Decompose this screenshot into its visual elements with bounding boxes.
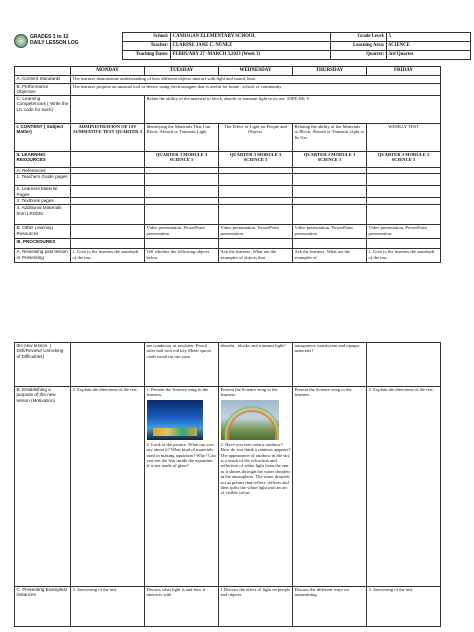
row-label: A. Reviewing past lesson or Presenting [15,249,71,263]
performance-text: The learners propose an unusual tool or device using electromagnet that is useful for home , school or community [71,84,441,96]
presenting-wed: 1.Discuss the effect of light on people and objects [219,587,293,627]
presenting-thu: Discuss the different ways on transmitting [293,587,367,627]
grade-label: Grade Level: [331,33,387,42]
newlesson-fri [367,343,441,387]
resources-wed: QUARTER 3 MODULE 3 SCIENCE 5 [219,152,293,168]
day-header: WEDNESDAY [219,67,293,76]
reviewing-fri: 1. Give to the learners the standards of the test. [367,249,441,263]
grades-label: GRADES 1 to 12 [30,34,69,40]
row-label: B. Performance Objective [15,84,71,96]
competency-text: Relate the ability of the material to block, absorb or transmit light to its use. S5FE-IIIc-5 [145,96,441,124]
row-label: I. CONTENT ( Subject Matter) [15,124,71,152]
row-label: 4. Additional Materials from LRDMS [15,205,71,225]
row-label: the new lesson. ( Drill/Review/ Unlocking of Difficulties) [15,343,71,387]
row-label: 1. Teachers Guide pages [15,174,71,186]
newlesson-thu: transparent, translucent and opaque materials? [293,343,367,387]
establishing-fri: 2. Explain the directions of the test. [367,387,441,587]
rainbow-image [221,400,279,440]
row-label: A. References [15,168,71,174]
other-tue: Video presentation, PowerPoint presentation [145,225,219,239]
content-wed: The Effect of Light on People and Objects. [219,124,293,152]
resources-thu: QUARTER 3 MODULE 3 SCIENCE 5 [293,152,367,168]
other-wed: Video presentation, PowerPoint presentation. [219,225,293,239]
row-label: III. PROCEDURES [15,239,71,249]
row-label: II. LEARNING RESOURCES [15,152,71,168]
content-thu: Relating the ability of the Materials to Block, Absorb or Transmit Light to Its Use [293,124,367,152]
establishing-wed [219,387,293,587]
dates-value: FEBRUARY 27 -MARCH 3,2023 (Week 3) [171,51,331,60]
area-value: SCIENCE [387,42,471,51]
page-one [0,0,474,300]
content-tue: Identifying the Materials That Can Block, Absorb or Transmit Light [145,124,219,152]
area-label: Learning Area: [331,42,387,51]
newlesson-tue: are conductor or insulator. Pencil ruler nail iron rod key Metal spoon cloth wood tin can yarn [145,343,219,387]
presenting-mon: 3. Answering of the test. [71,587,145,627]
establishing-mon: 2. Explain the directions of the test. [71,387,145,587]
page-gap [0,300,474,342]
log-label: DAILY LESSON LOG [30,40,79,46]
reviewing-wed: Ask the learners: What are the examples of objects that [219,249,293,263]
presenting-tue: Discuss what light is and how it interacts with [145,587,219,627]
establishing-wed-step1: Present the Science song to the learners. [220,387,278,398]
dates-label: Teaching Dates: [123,51,171,60]
establishing-tue-step1: 1. Present the Science song to the learners. [146,387,209,398]
other-thu: Video presentation, PowerPoint presentation [293,225,367,239]
document-header [30,34,79,46]
row-label: 2. Learners Material Pages [15,186,71,198]
grade-value: 5 [387,33,471,42]
resources-mon [71,152,145,168]
teacher-value: CLARINE JANE C. NUNEZ [171,42,331,51]
other-fri: Video presentation, PowerPoint presentation. [367,225,441,239]
row-label: B. Establishing a purpose of the new lesson (Motivation) [15,387,71,587]
day-header: MONDAY [71,67,145,76]
row-label: C. Presenting Examples/ instances [15,587,71,627]
presenting-fri: 3. Answering of the test. [367,587,441,627]
quarter-label: Quarter: [331,51,387,60]
teacher-label: Teacher: [123,42,171,51]
lesson-grid-continued [14,342,441,627]
reviewing-thu: Ask the learners: What are the examples of [293,249,367,263]
resources-tue: QUARTER 3 MODULE 3 SCIENCE 5 [145,152,219,168]
aquarium-image [147,400,203,440]
day-header: FRIDAY [367,67,441,76]
quarter-value: 3rd Quarter [387,51,471,60]
establishing-wed-step2: 2. Have you ever seen a rainbow? How do you think a rainbow appears? The appearance of rainbow in the sky is a result of the refraction and reflection of white light from the sun as it shines through the water droplets in the atmosphere. The water droplets act as prisms that reflect ,reflects and then splits the white light into an arc of visible colors [220,441,291,496]
lesson-grid [14,66,441,263]
page-two [0,342,474,632]
meta-table [122,32,471,60]
content-mon: ADMINISTRATION OF 1ST SUMMATIVE TEST QUARTER 3 [71,124,145,152]
establishing-tue-step2: 2. Look at the picture. What can you say about it? What kind of materials used in making aquarium? Why? Can you see the fish inside the aquarium if is not made of glass? [146,441,216,469]
establishing-tue [145,387,219,587]
row-label: C. Learning Competencies ( Write the LC code for each) [15,96,71,124]
day-header: TUESDAY [145,67,219,76]
school-label: School: [123,33,171,42]
row-label: B. Other Learning Resources [15,225,71,239]
content-standards-text: The learners demonstrate understanding of how different objects interact with light and sound, heat. [71,76,441,84]
competency-mon [71,96,145,124]
reviewing-mon: 1. Give to the learners the standards of the test. [71,249,145,263]
school-value: CANIOGAN ELEMENTARY SCHOOL [171,33,331,42]
corner-cell [15,67,71,76]
deped-seal-icon [14,34,28,48]
row-label: A. Content Standards [15,76,71,84]
row-label: 3. Textbook pages [15,198,71,205]
content-fri: WEEKLY TEST [367,124,441,152]
day-header: THURSDAY [293,67,367,76]
establishing-thu: Present the Science song to the learners. [293,387,367,587]
newlesson-mon [71,343,145,387]
reviewing-tue: Tell whether the following objects below [145,249,219,263]
resources-fri: QUARTER 3 MODULE 2 SCIENCE 5 [367,152,441,168]
newlesson-wed: absorbs , blocks and transmit light? [219,343,293,387]
